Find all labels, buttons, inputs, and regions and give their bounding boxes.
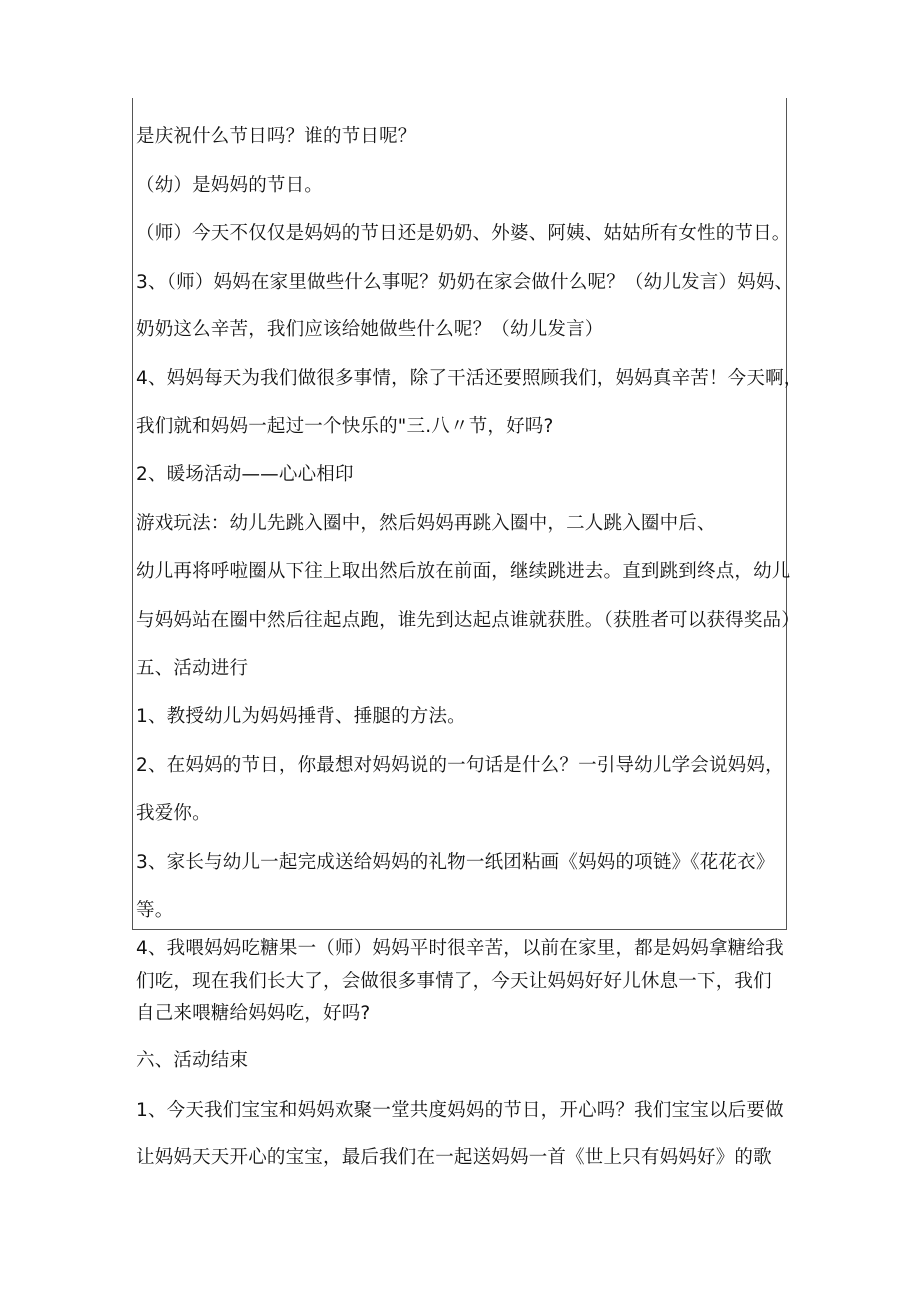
- text-line: 是庆祝什么节日吗？谁的节日呢？: [136, 126, 417, 147]
- text-line: 我们就和妈妈一起过一个快乐的"三.八〃节，好吗?: [136, 416, 554, 437]
- text-line: 2、暖场活动——心心相印: [136, 464, 354, 485]
- text-line: 4、我喂妈妈吃糖果一（师）妈妈平时很辛苦，以前在家里，都是妈妈拿糖给我: [136, 938, 784, 959]
- text-line: 幼儿再将呼啦圈从下往上取出然后放在前面，继续跳进去。直到跳到终点，幼儿: [136, 561, 791, 582]
- text-line: 自己来喂糖给妈妈吃，好吗?: [136, 1003, 371, 1024]
- text-line: （幼）是妈妈的节日。: [136, 175, 324, 196]
- text-line: 3、家长与幼儿一起完成送给妈妈的礼物一纸团粘画《妈妈的项链》《花花衣》: [136, 852, 775, 873]
- text-line: 让妈妈天天开心的宝宝，最后我们在一起送妈妈一首《世上只有妈妈好》的歌: [136, 1147, 772, 1168]
- text-line: （师）今天不仅仅是妈妈的节日还是奶奶、外婆、阿姨、姑姑所有女性的节日。: [136, 223, 791, 244]
- section-heading: 六、活动结束: [136, 1050, 249, 1071]
- table-left-border: [132, 98, 133, 930]
- table-bottom-border: [132, 929, 787, 930]
- text-line: 3、（师）妈妈在家里做些什么事呢？奶奶在家会做什么呢？（幼儿发言）妈妈、: [136, 272, 794, 293]
- text-line: 游戏玩法：幼儿先跳入圈中，然后妈妈再跳入圈中，二人跳入圈中后、: [136, 513, 716, 534]
- text-line: 等。: [136, 900, 174, 921]
- text-line: 奶奶这么辛苦，我们应该给她做些什么呢？（幼儿发言）: [136, 319, 604, 340]
- text-line: 2、在妈妈的节日，你最想对妈妈说的一句话是什么？一引导幼儿学会说妈妈，: [136, 755, 784, 776]
- text-line: 1、今天我们宝宝和妈妈欢聚一堂共度妈妈的节日，开心吗？我们宝宝以后要做: [136, 1100, 784, 1121]
- text-line: 们吃，现在我们长大了，会做很多事情了，今天让妈妈好好儿休息一下，我们: [136, 971, 772, 992]
- text-line: 我爱你。: [136, 803, 211, 824]
- section-heading: 五、活动进行: [136, 658, 249, 679]
- text-line: 4、妈妈每天为我们做很多事情，除了干活还要照顾我们，妈妈真辛苦！今天啊，: [136, 368, 803, 389]
- text-line: 1、教授幼儿为妈妈捶背、捶腿的方法。: [136, 706, 466, 727]
- text-line: 与妈妈站在圈中然后往起点跑，谁先到达起点谁就获胜。（获胜者可以获得奖品）: [136, 610, 800, 631]
